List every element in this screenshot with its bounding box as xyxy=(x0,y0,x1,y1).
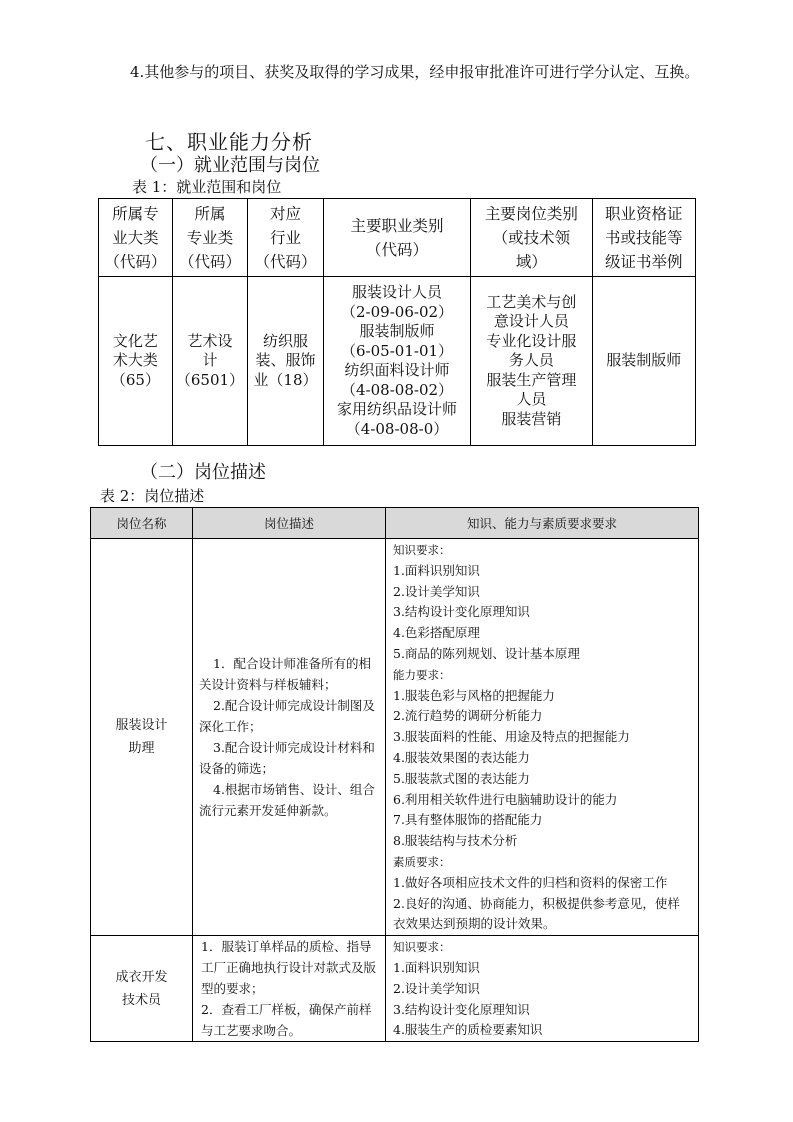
requirement-label: 知识要求： xyxy=(393,543,451,557)
table1-header-cell xyxy=(99,199,173,277)
description-item: 1．配合设计师准备所有的相关设计资料与样板辅料； xyxy=(199,656,371,693)
requirement-item: 3.结构设计变化原理知识 xyxy=(393,604,530,620)
header-line: 域） xyxy=(515,252,547,271)
header-line: （代码） xyxy=(254,252,317,271)
cell-line: 纺织服 xyxy=(262,331,308,350)
cell-line: （2-09-06-02） xyxy=(341,302,454,321)
description-item: 2．查看工厂样板，确保产前样与工艺要求吻合。 xyxy=(201,1002,372,1039)
header-line: （代码） xyxy=(104,252,167,271)
requirement-item: 5.服装款式图的表达能力 xyxy=(393,770,530,786)
requirement-item: 4.服装效果图的表达能力 xyxy=(393,749,530,765)
header-line: 专业类 xyxy=(186,228,234,247)
cell-line: （4-08-08-02） xyxy=(341,380,454,399)
intro-paragraph: 4.其他参与的项目、获奖及取得的学习成果，经申报审批准许可进行学分认定、互换。 xyxy=(130,63,700,81)
job-name-line: 服装设计 xyxy=(115,718,168,734)
requirement-item: 5.商品的陈列规划、设计基本原理 xyxy=(393,645,580,661)
requirement-item: 1.服装色彩与风格的把握能力 xyxy=(393,687,555,703)
job-description-table xyxy=(90,507,699,1042)
requirement-item: 1.面料识别知识 xyxy=(393,562,480,578)
table1-header-row xyxy=(99,199,696,277)
cell-line: 服装营销 xyxy=(501,409,562,428)
section-title: 七、职业能力分析 xyxy=(145,130,313,154)
table1-header-cell xyxy=(323,199,470,277)
table1-header-cell xyxy=(471,199,592,277)
requirement-item: 6.利用相关软件进行电脑辅助设计的能力 xyxy=(393,791,618,807)
header-line: 所属专 xyxy=(112,204,159,223)
table2-row xyxy=(91,539,699,936)
requirements-cell xyxy=(386,936,699,1042)
table1-header-cell xyxy=(592,199,695,277)
requirement-item: 8.服装结构与技术分析 xyxy=(393,833,518,849)
requirement-item: 1.做好各项相应技术文件的归档和资料的保密工作 xyxy=(393,874,668,890)
cell-line: （4-08-08-0） xyxy=(345,419,449,438)
requirements-cell xyxy=(386,539,699,936)
cell-line: 务人员 xyxy=(508,351,554,370)
requirement-item: 2.设计美学知识 xyxy=(393,980,480,996)
header-line: 业大类 xyxy=(112,228,159,247)
table1-header-cell xyxy=(172,199,247,277)
description-item: 1．服装订单样品的质检、指导工厂正确地执行设计对款式及版型的要求； xyxy=(201,939,377,997)
cell-line: 家用纺织品设计师 xyxy=(337,400,458,418)
job-name-line: 助理 xyxy=(128,741,155,757)
table1-cell xyxy=(471,277,592,446)
cell-line: 服装制版师 xyxy=(606,351,682,370)
cell-line: （65） xyxy=(110,370,160,389)
table2-header-cell: 岗位名称 xyxy=(91,508,193,539)
cell-line: 人员 xyxy=(516,390,547,409)
subsection-title-1: （一）就业范围与岗位 xyxy=(140,155,320,176)
requirement-label: 能力要求： xyxy=(393,667,451,682)
job-name-cell xyxy=(91,936,193,1042)
header-line: 所属 xyxy=(194,204,226,223)
header-line: 职业资格证 xyxy=(605,204,683,223)
cell-line: 计 xyxy=(202,351,218,370)
requirement-item: 7.具有整体服饰的搭配能力 xyxy=(393,812,543,828)
table1-row xyxy=(99,277,696,446)
header-line: （代码） xyxy=(178,252,241,271)
requirement-item: 2.良好的沟通、协商能力，积极提供参考意见，使样衣效果达到预期的设计效果。 xyxy=(393,895,680,932)
cell-line: （6-05-01-01） xyxy=(341,341,454,360)
header-line: 行业 xyxy=(269,228,301,247)
cell-line: 纺织面料设计师 xyxy=(344,361,450,379)
cell-line: 服装设计人员 xyxy=(352,283,443,301)
header-line: 主要岗位类别 xyxy=(484,204,578,223)
job-name-line: 技术员 xyxy=(121,992,161,1008)
header-line: （或技术领 xyxy=(492,228,571,247)
cell-line: 装、服饰 xyxy=(255,351,316,370)
cell-line: 工艺美术与创 xyxy=(486,292,577,311)
table1-cell xyxy=(592,277,695,446)
cell-line: （6501） xyxy=(175,370,245,389)
table2-header-cell: 岗位描述 xyxy=(193,508,386,539)
table1-cell xyxy=(323,277,470,446)
requirement-item: 2.流行趋势的调研分析能力 xyxy=(393,708,543,724)
header-line: 书或技能等 xyxy=(605,228,683,247)
table1-cell xyxy=(99,277,173,446)
requirement-item: 2.设计美学知识 xyxy=(393,583,480,599)
cell-line: 专业化设计服 xyxy=(486,331,577,350)
cell-line: 服装生产管理 xyxy=(486,370,577,389)
subsection-title-2: （二）岗位描述 xyxy=(140,462,266,483)
job-name-cell xyxy=(91,539,193,936)
cell-line: 文化艺 xyxy=(112,331,158,350)
job-description-cell xyxy=(193,936,386,1042)
table2-header-cell: 知识、能力与素质要求要求 xyxy=(386,508,699,539)
cell-line: 艺术设 xyxy=(187,331,233,350)
requirement-item: 3.服装面料的性能、用途及特点的把握能力 xyxy=(393,729,630,745)
table2-caption: 表 2：岗位描述 xyxy=(100,487,205,505)
requirement-item: 1.面料识别知识 xyxy=(393,959,480,975)
cell-line: 意设计人员 xyxy=(493,312,569,331)
header-line: 主要职业类别 xyxy=(350,216,444,235)
job-description-cell xyxy=(193,539,386,936)
cell-line: 业（18） xyxy=(253,370,318,389)
description-item: 3.配合设计师完成设计材料和设备的筛选； xyxy=(199,740,375,777)
header-line: 对应 xyxy=(269,204,301,223)
table1-caption: 表 1：就业范围和岗位 xyxy=(132,178,282,196)
requirement-label: 素质要求： xyxy=(393,854,451,869)
table1-cell xyxy=(248,277,324,446)
cell-line: 服装制版师 xyxy=(359,322,435,340)
table2-header-row xyxy=(91,508,699,539)
description-item: 4.根据市场销售、设计、组合流行元素开发延伸新款。 xyxy=(199,782,375,819)
requirement-item: 4.色彩搭配原理 xyxy=(393,625,480,641)
table1-cell xyxy=(172,277,247,446)
cell-line: 术大类 xyxy=(112,351,158,370)
requirement-item: 3.结构设计变化原理知识 xyxy=(393,1001,530,1017)
description-item: 2.配合设计师完成设计制图及深化工作； xyxy=(199,698,375,735)
table1-header-cell xyxy=(248,199,324,277)
header-line: （代码） xyxy=(366,240,429,259)
requirement-label: 知识要求： xyxy=(393,940,451,955)
job-name-line: 成衣开发 xyxy=(115,969,168,985)
table2-row xyxy=(91,936,699,1042)
header-line: 级证书举例 xyxy=(605,252,683,271)
employment-table xyxy=(98,198,696,446)
requirement-item: 4.服装生产的质检要素知识 xyxy=(393,1022,543,1038)
